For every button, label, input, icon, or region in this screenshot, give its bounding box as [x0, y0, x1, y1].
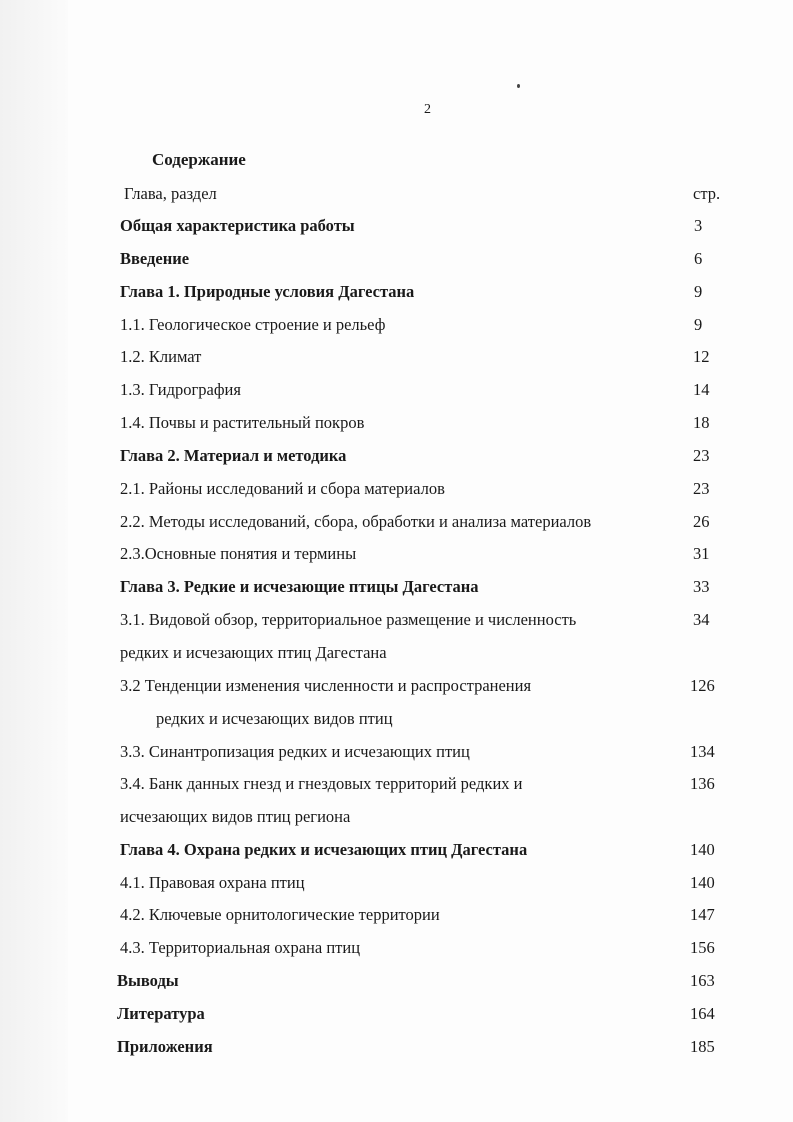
toc-header-page: стр.	[693, 184, 721, 203]
toc-entry	[0, 345, 793, 369]
toc-entry-page: 9	[694, 315, 703, 334]
toc-entry	[0, 608, 793, 632]
toc-entry-page: 18	[693, 413, 710, 432]
toc-entry	[0, 247, 793, 271]
toc-entry-page: 9	[694, 282, 703, 301]
toc-entry-label: 4.3. Территориальная охрана птиц	[120, 938, 361, 957]
toc-entry-page: 33	[693, 577, 710, 596]
toc-entry-label: Литература	[117, 1004, 205, 1023]
toc-entry-page: 23	[693, 479, 710, 498]
toc-entry	[0, 444, 793, 468]
toc-entry-page: 6	[694, 249, 703, 268]
toc-entry-label: Глава 3. Редкие и исчезающие птицы Дагестана	[120, 577, 479, 596]
toc-entry-continuation	[0, 805, 793, 829]
toc-entry-label: исчезающих видов птиц региона	[120, 807, 351, 826]
toc-entry	[0, 214, 793, 238]
toc-entry	[0, 411, 793, 435]
toc-entry-page: 136	[690, 774, 715, 793]
toc-entry	[0, 1002, 793, 1026]
toc-entry-label: 1.4. Почвы и растительный покров	[120, 413, 365, 432]
toc-entry-page: 3	[694, 216, 703, 235]
toc-entry-page: 23	[693, 446, 710, 465]
page-number: 2	[424, 102, 431, 117]
toc-entry-page: 163	[690, 971, 715, 990]
toc-entry-continuation	[0, 641, 793, 665]
toc-entry-label: Введение	[120, 249, 190, 268]
toc-entry	[0, 969, 793, 993]
toc-entry	[0, 903, 793, 927]
toc-entry-page: 12	[693, 347, 710, 366]
toc-entry-label: Общая характеристика работы	[120, 216, 355, 235]
toc-entry	[0, 674, 793, 698]
toc-entry-label: Глава 1. Природные условия Дагестана	[120, 282, 415, 301]
toc-entry	[0, 280, 793, 304]
toc-entry	[0, 378, 793, 402]
toc-entry	[0, 838, 793, 862]
toc-entry-label: 4.2. Ключевые орнитологические территории	[120, 905, 440, 924]
toc-entry-label: Глава 4. Охрана редких и исчезающих птиц Дагестана	[120, 840, 528, 859]
toc-entry-page: 31	[693, 544, 710, 563]
toc-entry	[0, 740, 793, 764]
toc-entry-page: 134	[690, 742, 715, 761]
toc-entry-label: 3.2 Тенденции изменения численности и распространения	[120, 676, 532, 695]
toc-entry-page: 26	[693, 512, 710, 531]
toc-entry-page: 156	[690, 938, 715, 957]
toc-entry	[0, 510, 793, 534]
toc-entry	[0, 772, 793, 796]
toc-entry-label: Приложения	[117, 1037, 213, 1056]
toc-entry-label: Выводы	[117, 971, 179, 990]
toc-header-row	[0, 182, 793, 206]
toc-entry-page: 185	[690, 1037, 715, 1056]
page-title: Содержание	[152, 150, 246, 169]
toc-entry-label: 1.2. Климат	[120, 347, 202, 366]
toc-entry-label: 3.4. Банк данных гнезд и гнездовых территорий редких и	[120, 774, 523, 793]
toc-entry-label: 3.1. Видовой обзор, территориальное размещение и численность	[120, 610, 577, 629]
toc-entry	[0, 936, 793, 960]
toc-entry-label: 2.3.Основные понятия и термины	[120, 544, 357, 563]
toc-entry-page: 126	[690, 676, 715, 695]
toc-entry	[0, 1035, 793, 1059]
toc-entry-page: 140	[690, 840, 715, 859]
toc-entry	[0, 871, 793, 895]
toc-entry-label: 1.3. Гидрография	[120, 380, 241, 399]
toc-entry-page: 34	[693, 610, 710, 629]
toc-entry	[0, 477, 793, 501]
toc-entry-label: 2.1. Районы исследований и сбора материалов	[120, 479, 445, 498]
toc-entry-page: 140	[690, 873, 715, 892]
toc-entry-label: 1.1. Геологическое строение и рельеф	[120, 315, 386, 334]
toc-entry-page: 164	[690, 1004, 715, 1023]
toc-entry-label: редких и исчезающих видов птиц	[156, 709, 393, 728]
toc-entry	[0, 313, 793, 337]
toc-entry	[0, 575, 793, 599]
toc-entry-page: 14	[693, 380, 710, 399]
toc-entry	[0, 542, 793, 566]
toc-entry-label: редких и исчезающих птиц Дагестана	[120, 643, 387, 662]
toc-entry-label: 4.1. Правовая охрана птиц	[120, 873, 305, 892]
toc-header-chapter: Глава, раздел	[124, 184, 217, 203]
toc-entry-label: Глава 2. Материал и методика	[120, 446, 347, 465]
toc-entry-page: 147	[690, 905, 715, 924]
toc-entry-label: 2.2. Методы исследований, сбора, обработки и анализа материалов	[120, 512, 592, 531]
toc-entry-continuation	[0, 707, 793, 731]
toc-entry-label: 3.3. Синантропизация редких и исчезающих птиц	[120, 742, 470, 761]
